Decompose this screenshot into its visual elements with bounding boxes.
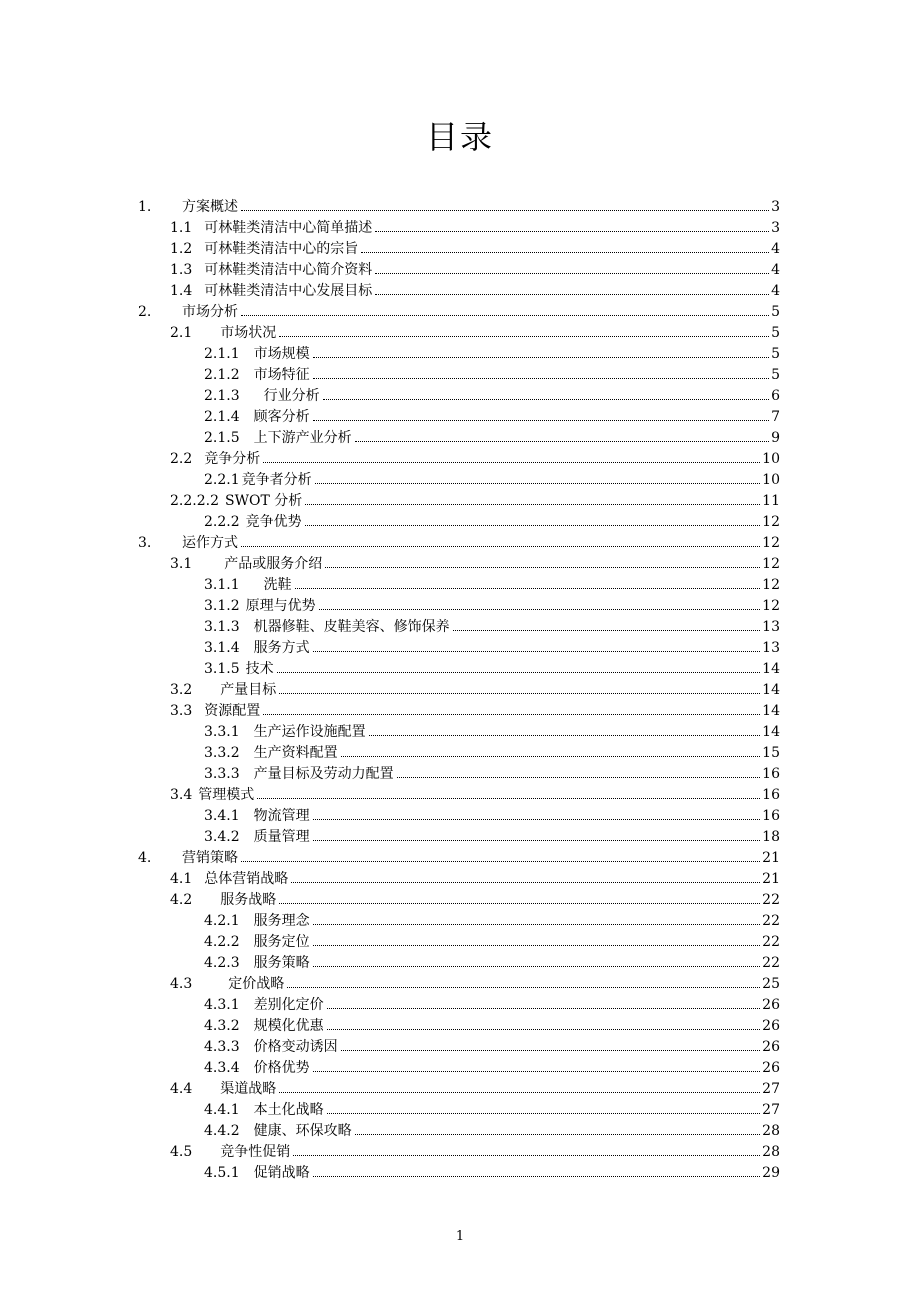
toc-entry-label: 产量目标: [220, 682, 277, 698]
toc-entry-page: 22: [762, 913, 780, 929]
toc-entry-number: 4.2: [170, 892, 193, 908]
toc-entry-number: 3.3.1: [204, 724, 240, 740]
toc-entry[interactable]: [138, 343, 780, 364]
toc-entry[interactable]: [138, 490, 780, 511]
toc-entry-number: 3.1.5: [204, 661, 240, 677]
toc-entry-page: 28: [762, 1144, 780, 1160]
toc-entry-label: 产量目标及劳动力配置: [253, 766, 394, 782]
toc-entry-page: 5: [771, 304, 780, 320]
dot-leader: [279, 692, 760, 694]
dot-leader: [313, 1175, 761, 1177]
toc-entry-page: 29: [762, 1165, 780, 1181]
page-title: 目录: [425, 118, 494, 156]
toc-entry-label: 物流管理: [253, 808, 310, 824]
dot-leader: [369, 734, 761, 736]
dot-leader: [325, 566, 760, 568]
toc-entry-number: 2.2.2: [204, 514, 240, 530]
toc-entry-label: 营销策略: [182, 850, 238, 866]
toc-entry-page: 5: [771, 346, 780, 362]
toc-entry-page: 27: [762, 1102, 780, 1118]
toc-entry-page: 15: [762, 745, 780, 761]
toc-entry-label: 市场状况: [220, 325, 277, 341]
toc-entry-number: 1.3: [170, 262, 193, 278]
toc-entry-label: 服务方式: [253, 640, 310, 656]
dot-leader: [287, 986, 760, 988]
toc-entry-label: 上下游产业分析: [253, 430, 352, 446]
toc-entry-label: 竞争性促销: [220, 1144, 291, 1160]
toc-entry-number: 3.3.3: [204, 766, 240, 782]
dot-leader: [319, 608, 761, 610]
toc-entry-page: 14: [762, 724, 780, 740]
toc-entry-label: 产品或服务介绍: [224, 556, 323, 572]
toc-entry-page: 14: [762, 703, 780, 719]
toc-entry-number: 2.2.1: [204, 472, 240, 488]
toc-entry[interactable]: [138, 889, 780, 910]
toc-entry-page: 16: [762, 787, 780, 803]
toc-entry-number: 2.: [138, 304, 152, 320]
toc-entry[interactable]: [138, 259, 780, 280]
toc-entry[interactable]: [138, 238, 780, 259]
dot-leader: [355, 440, 769, 442]
dot-leader: [313, 356, 769, 358]
toc-entry-label: 竞争者分析: [241, 472, 312, 488]
toc-entry[interactable]: [138, 406, 780, 427]
toc-entry-number: 4.3: [170, 976, 193, 992]
toc-entry[interactable]: [138, 679, 780, 700]
toc-entry[interactable]: [138, 742, 780, 763]
toc-entry-number: 2.1.5: [204, 430, 240, 446]
toc-entry-number: 4.4.1: [204, 1102, 240, 1118]
toc-entry-label: 生产资料配置: [253, 745, 338, 761]
toc-entry-number: 1.1: [170, 220, 193, 236]
toc-entry-number: 2.2: [170, 451, 193, 467]
toc-entry[interactable]: [138, 637, 780, 658]
toc-entry-label: 总体营销战略: [204, 871, 289, 887]
toc-entry-page: 18: [762, 829, 780, 845]
toc-entry-label: 质量管理: [253, 829, 310, 845]
toc-entry[interactable]: [138, 469, 780, 490]
toc-entry-label: 资源配置: [204, 703, 261, 719]
toc-entry-label: 价格变动诱因: [253, 1039, 338, 1055]
toc-entry-page: 22: [762, 892, 780, 908]
toc-entry-label: SWOT 分析: [224, 493, 303, 509]
toc-entry-number: 2.1: [170, 325, 193, 341]
dot-leader: [279, 335, 769, 337]
dot-leader: [305, 524, 761, 526]
toc-entry[interactable]: [138, 280, 780, 301]
dot-leader: [277, 671, 761, 673]
dot-leader: [327, 1028, 761, 1030]
toc-entry[interactable]: [138, 1057, 780, 1078]
toc-entry[interactable]: [138, 658, 780, 679]
toc-entry-number: 2.1.3: [204, 388, 240, 404]
toc-entry-page: 3: [771, 220, 780, 236]
toc-entry-page: 10: [762, 472, 780, 488]
dot-leader: [323, 398, 769, 400]
dot-leader: [375, 230, 769, 232]
toc-entry[interactable]: [138, 427, 780, 448]
toc-entry-label: 机器修鞋、皮鞋美容、修饰保养: [253, 619, 450, 635]
toc-entry-number: 3.2: [170, 682, 193, 698]
toc-entry-label: 可林鞋类清洁中心的宗旨: [204, 241, 359, 257]
toc-entry-label: 市场规模: [253, 346, 310, 362]
toc-entry-label: 规模化优惠: [253, 1018, 324, 1034]
toc-entry-number: 2.2.2.2: [170, 493, 219, 509]
toc-entry-page: 4: [771, 283, 780, 299]
toc-entry[interactable]: [138, 574, 780, 595]
dot-leader: [291, 881, 760, 883]
toc-entry[interactable]: [138, 448, 780, 469]
toc-entry[interactable]: [138, 364, 780, 385]
toc-entry-page: 26: [762, 1018, 780, 1034]
toc-entry-number: 3.1.3: [204, 619, 240, 635]
toc-entry-page: 10: [762, 451, 780, 467]
toc-entry-number: 1.2: [170, 241, 193, 257]
toc-entry-number: 4.2.2: [204, 934, 240, 950]
toc-entry-page: 14: [762, 682, 780, 698]
toc-entry-label: 市场分析: [182, 304, 238, 320]
toc-entry-page: 3: [771, 199, 780, 215]
toc-entry-label: 服务理念: [253, 913, 310, 929]
table-of-contents: [138, 196, 780, 1183]
toc-entry-label: 生产运作设施配置: [253, 724, 366, 740]
toc-entry-number: 3.4: [170, 787, 193, 803]
toc-entry-page: 26: [762, 997, 780, 1013]
toc-entry-label: 服务策略: [253, 955, 310, 971]
toc-entry[interactable]: [138, 217, 780, 238]
toc-entry-label: 服务定位: [253, 934, 310, 950]
toc-entry[interactable]: [138, 1141, 780, 1162]
toc-entry-label: 原理与优势: [245, 598, 316, 614]
toc-entry-page: 27: [762, 1081, 780, 1097]
toc-entry-page: 28: [762, 1123, 780, 1139]
toc-entry[interactable]: [138, 1162, 780, 1183]
toc-entry-label: 差别化定价: [253, 997, 324, 1013]
toc-entry-page: 12: [762, 514, 780, 530]
toc-entry[interactable]: [138, 994, 780, 1015]
toc-entry-page: 12: [762, 556, 780, 572]
toc-entry-label: 渠道战略: [220, 1081, 277, 1097]
dot-leader: [355, 1133, 761, 1135]
toc-entry[interactable]: [138, 1036, 780, 1057]
toc-entry-number: 4.4.2: [204, 1123, 240, 1139]
toc-entry-number: 4.3.2: [204, 1018, 240, 1034]
toc-entry[interactable]: [138, 721, 780, 742]
toc-entry-label: 行业分析: [263, 388, 320, 404]
dot-leader: [313, 965, 761, 967]
toc-entry-number: 4.1: [170, 871, 193, 887]
toc-entry[interactable]: [138, 931, 780, 952]
toc-entry[interactable]: [138, 196, 780, 217]
toc-entry-number: 3.1.4: [204, 640, 240, 656]
toc-entry[interactable]: [138, 301, 780, 322]
toc-entry-number: 1.4: [170, 283, 193, 299]
toc-entry[interactable]: [138, 322, 780, 343]
toc-entry-number: 4.3.4: [204, 1060, 240, 1076]
toc-entry-page: 12: [762, 598, 780, 614]
toc-entry-label: 方案概述: [182, 199, 238, 215]
toc-entry-page: 16: [762, 766, 780, 782]
dot-leader: [293, 1154, 760, 1156]
toc-entry-label: 可林鞋类清洁中心发展目标: [204, 283, 373, 299]
dot-leader: [279, 902, 760, 904]
dot-leader: [313, 1070, 761, 1072]
toc-entry[interactable]: [138, 910, 780, 931]
toc-entry-label: 管理模式: [198, 787, 255, 803]
toc-entry[interactable]: [138, 763, 780, 784]
toc-entry-page: 11: [762, 493, 780, 509]
toc-entry[interactable]: [138, 973, 780, 994]
toc-entry-page: 4: [771, 262, 780, 278]
dot-leader: [241, 314, 769, 316]
toc-entry[interactable]: [138, 784, 780, 805]
toc-entry-page: 26: [762, 1060, 780, 1076]
toc-entry-number: 3.1.2: [204, 598, 240, 614]
dot-leader: [313, 377, 769, 379]
toc-entry[interactable]: [138, 616, 780, 637]
toc-entry-number: 4.3.3: [204, 1039, 240, 1055]
toc-entry-page: 21: [762, 871, 780, 887]
toc-entry-label: 可林鞋类清洁中心简介资料: [204, 262, 373, 278]
toc-entry-page: 16: [762, 808, 780, 824]
toc-entry-number: 3.4.2: [204, 829, 240, 845]
dot-leader: [313, 818, 761, 820]
toc-entry-label: 市场特征: [253, 367, 310, 383]
toc-entry-number: 4.2.1: [204, 913, 240, 929]
toc-entry-label: 竞争优势: [245, 514, 302, 530]
toc-entry-number: 3.3.2: [204, 745, 240, 761]
toc-entry-number: 4.2.3: [204, 955, 240, 971]
toc-entry-number: 4.3.1: [204, 997, 240, 1013]
toc-entry-number: 2.1.4: [204, 409, 240, 425]
toc-entry-page: 9: [771, 430, 780, 446]
dot-leader: [327, 1007, 761, 1009]
dot-leader: [305, 503, 760, 505]
dot-leader: [375, 272, 769, 274]
toc-entry-page: 13: [762, 640, 780, 656]
toc-entry-label: 本土化战略: [253, 1102, 324, 1118]
toc-entry-number: 4.: [138, 850, 152, 866]
toc-entry-number: 4.5.1: [204, 1165, 240, 1181]
toc-entry-number: 3.1: [170, 556, 193, 572]
toc-entry-label: 促销战略: [253, 1165, 310, 1181]
toc-entry-page: 6: [771, 388, 780, 404]
toc-entry-page: 21: [762, 850, 780, 866]
dot-leader: [341, 1049, 761, 1051]
toc-entry-number: 3.1.1: [204, 577, 240, 593]
dot-leader: [375, 293, 769, 295]
toc-entry-label: 技术: [245, 661, 274, 677]
toc-entry-label: 服务战略: [220, 892, 277, 908]
toc-entry[interactable]: [138, 868, 780, 889]
toc-entry-page: 12: [762, 577, 780, 593]
dot-leader: [453, 629, 761, 631]
toc-entry-label: 价格优势: [253, 1060, 310, 1076]
dot-leader: [241, 209, 769, 211]
toc-entry-page: 14: [762, 661, 780, 677]
toc-entry-page: 13: [762, 619, 780, 635]
dot-leader: [397, 776, 761, 778]
toc-entry-label: 可林鞋类清洁中心简单描述: [204, 220, 373, 236]
dot-leader: [361, 251, 769, 253]
dot-leader: [279, 1091, 760, 1093]
toc-entry-number: 2.1.2: [204, 367, 240, 383]
toc-entry[interactable]: [138, 700, 780, 721]
toc-entry[interactable]: [138, 595, 780, 616]
toc-entry-number: 2.1.1: [204, 346, 240, 362]
dot-leader: [313, 923, 761, 925]
dot-leader: [263, 713, 760, 715]
toc-entry-label: 运作方式: [182, 535, 238, 551]
toc-entry-page: 26: [762, 1039, 780, 1055]
toc-entry-label: 定价战略: [228, 976, 285, 992]
toc-entry-number: 4.5: [170, 1144, 193, 1160]
toc-entry-page: 5: [771, 367, 780, 383]
toc-entry-number: 4.4: [170, 1081, 193, 1097]
dot-leader: [327, 1112, 761, 1114]
toc-entry-number: 3.3: [170, 703, 193, 719]
toc-entry[interactable]: [138, 1078, 780, 1099]
toc-entry-label: 竞争分析: [204, 451, 261, 467]
dot-leader: [295, 587, 761, 589]
dot-leader: [313, 839, 761, 841]
toc-entry-page: 5: [771, 325, 780, 341]
dot-leader: [257, 797, 760, 799]
toc-entry[interactable]: [138, 1120, 780, 1141]
toc-entry-label: 洗鞋: [263, 577, 292, 593]
dot-leader: [263, 461, 760, 463]
toc-entry[interactable]: [138, 532, 780, 553]
toc-entry-number: 1.: [138, 199, 152, 215]
toc-entry[interactable]: [138, 847, 780, 868]
dot-leader: [313, 650, 761, 652]
toc-entry-number: 3.4.1: [204, 808, 240, 824]
dot-leader: [341, 755, 761, 757]
toc-entry[interactable]: [138, 1099, 780, 1120]
toc-entry-page: 7: [771, 409, 780, 425]
toc-entry[interactable]: [138, 553, 780, 574]
page-number: 1: [455, 1229, 465, 1244]
toc-entry-label: 顾客分析: [253, 409, 310, 425]
dot-leader: [315, 482, 761, 484]
toc-entry[interactable]: [138, 1015, 780, 1036]
toc-entry-number: 3.: [138, 535, 152, 551]
dot-leader: [313, 944, 761, 946]
toc-entry-page: 22: [762, 955, 780, 971]
toc-entry-page: 25: [762, 976, 780, 992]
toc-entry[interactable]: [138, 826, 780, 847]
toc-entry-page: 12: [762, 535, 780, 551]
toc-entry-page: 22: [762, 934, 780, 950]
toc-entry-page: 4: [771, 241, 780, 257]
dot-leader: [241, 860, 760, 862]
toc-entry[interactable]: [138, 385, 780, 406]
toc-entry-label: 健康、环保攻略: [253, 1123, 352, 1139]
dot-leader: [241, 545, 760, 547]
toc-entry[interactable]: [138, 952, 780, 973]
toc-entry[interactable]: [138, 805, 780, 826]
dot-leader: [313, 419, 769, 421]
toc-entry[interactable]: [138, 511, 780, 532]
